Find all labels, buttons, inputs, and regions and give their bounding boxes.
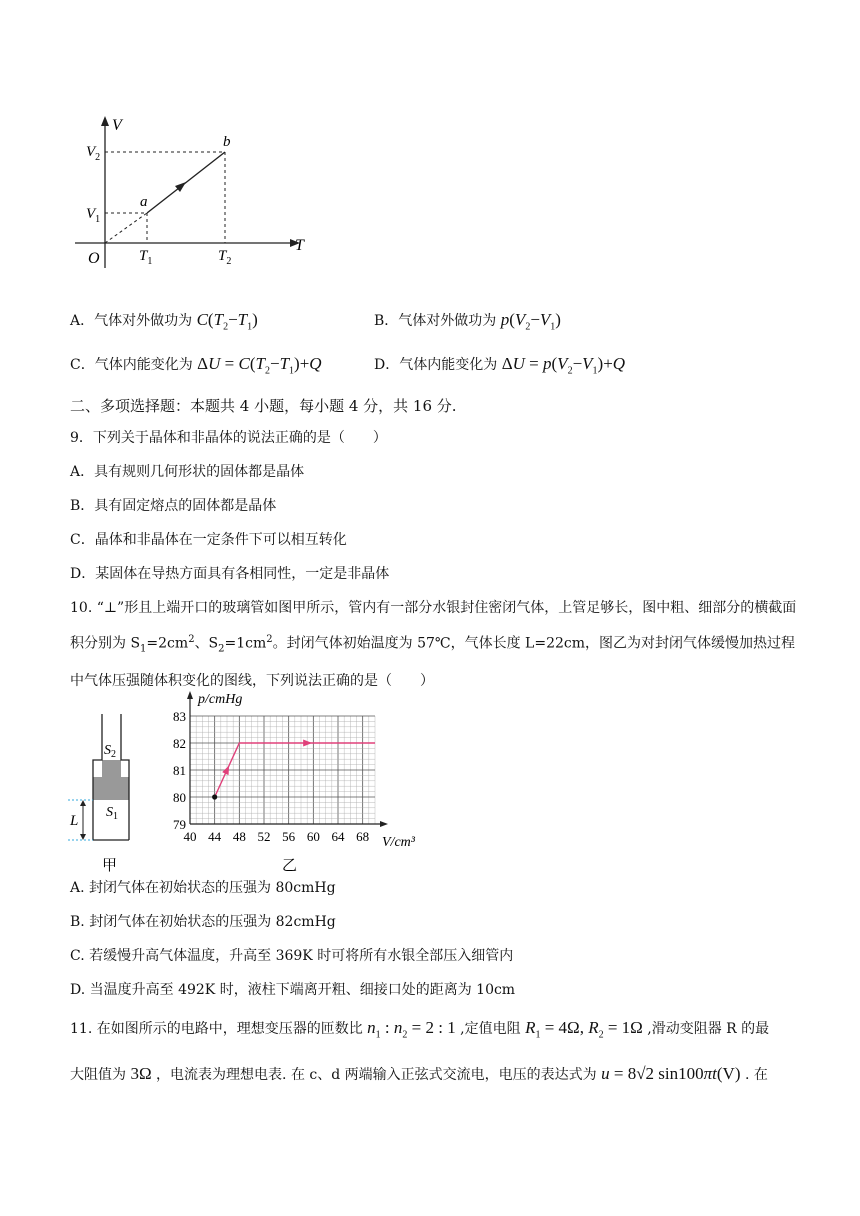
y-tick-label: 82 xyxy=(173,736,186,751)
label-s2: $S_2$ xyxy=(104,743,116,760)
x-tick-label: 60 xyxy=(306,829,320,844)
y-tick-label: 79 xyxy=(173,817,186,832)
q8-option-d: D．气体内能变化为 $\Delta U = p(V_2-V_1)+Q$ xyxy=(374,354,626,377)
chart-grid xyxy=(187,691,388,827)
pv-chart xyxy=(160,688,440,873)
caption-jia: 甲 xyxy=(102,858,118,874)
v2-label: $V_2$ xyxy=(86,144,101,163)
q10-stem: 10. “⊥”形且上端开口的玻璃管如图甲所示，管内有一部分水银封住密闭气体，上管足够长，图中粗、细部分的横截面积分别为 $S_1=2cm^2$、$S_2=1cm^2$。封闭气体初始温度为 57℃，气体长度 L=22cm，图乙为对封闭气体缓慢加热过程中气体压强随体积变化的图线，下列说法正确的是（ ） xyxy=(70,600,797,690)
dashed-extension xyxy=(105,213,147,243)
q11-voltage: u = 8√2 sin100πt(V) xyxy=(601,1064,741,1083)
q10-option-a: A. 封闭气体在初始状态的压强为 80cmHg xyxy=(70,880,336,896)
t1-label: $T_1$ xyxy=(139,248,153,267)
vt-graph xyxy=(70,108,320,278)
chart-ylabel: p/cmHg xyxy=(198,692,243,707)
point-a-label: a xyxy=(140,194,148,210)
q8-c-formula: $\Delta U = C(T_2-T_1)+Q$ xyxy=(197,354,322,377)
q11-ratio: $n_1$ : $n_2 = 2$ : 1 xyxy=(367,1018,456,1041)
q11-line2: 大阻值为 3Ω ，电流表为理想电表. 在 c、d 两端输入正弦式交流电，电压的表达式为 u = 8√2 sin100πt(V) . 在 xyxy=(70,1064,768,1083)
q9-option-b: B．具有固定熔点的固体都是晶体 xyxy=(70,498,277,514)
mercury-narrow xyxy=(102,760,121,777)
q8-a-formula: $C(T_2-T_1)$ xyxy=(196,310,258,333)
x-tick-label: 44 xyxy=(208,829,222,844)
q8-d-formula: $\Delta U = p(V_2-V_1)+Q$ xyxy=(501,354,626,377)
t2-label: $T_2$ xyxy=(218,248,232,267)
label-s1: $S_1$ xyxy=(106,805,118,822)
v-axis-label: V xyxy=(112,117,122,134)
section-2-heading: 二、多项选择题：本题共 4 小题，每小题 4 分，共 16 分. xyxy=(70,397,457,415)
y-tick-label: 83 xyxy=(173,709,186,724)
chart-caption: 乙 xyxy=(282,858,298,873)
x-tick-label: 64 xyxy=(331,829,345,844)
v1-label: $V_1$ xyxy=(86,206,101,225)
point-b-label: b xyxy=(223,134,231,150)
x-tick-label: 48 xyxy=(232,829,246,844)
start-point xyxy=(212,794,217,799)
q10-option-b: B. 封闭气体在初始状态的压强为 82cmHg xyxy=(70,914,336,930)
label-l: L xyxy=(70,813,79,829)
q8-b-formula: $p(V_2-V_1)$ xyxy=(500,310,561,333)
x-tick-label: 40 xyxy=(183,829,197,844)
x-axis-arrow xyxy=(380,821,388,827)
q11-line1: 11. 在如图所示的电路中，理想变压器的匝数比 $n_1$ : $n_2 = 2$ : 1 ,定值电阻 $R_1 = 4\Omega$, $R_2 = 1\Omega$ ,滑动变阻器 R 的最 xyxy=(70,1018,770,1041)
q9-option-c: C．晶体和非晶体在一定条件下可以相互转化 xyxy=(70,532,347,548)
t-axis-label: T xyxy=(295,237,304,254)
x-tick-label: 68 xyxy=(356,829,370,844)
q8-option-b: B．气体对外做功为 $p(V_2-V_1)$ xyxy=(374,310,561,333)
q10-option-d: D. 当温度升高至 492K 时，液柱下端离开粗、细接口处的距离为 10cm xyxy=(70,982,516,998)
q8-option-a: A．气体对外做功为 $C(T_2-T_1)$ xyxy=(70,310,258,333)
q11-resistors: $R_1 = 4\Omega$, $R_2 = 1\Omega$ xyxy=(525,1018,643,1041)
x-tick-label: 52 xyxy=(257,829,271,844)
origin-label: O xyxy=(88,250,100,267)
q10-option-c: C. 若缓慢升高气体温度，升高至 369K 时可将所有水银全部压入细管内 xyxy=(70,948,514,964)
tube-figure xyxy=(60,712,150,877)
process-line xyxy=(147,152,225,213)
q8-option-c: C．气体内能变化为 $\Delta U = C(T_2-T_1)+Q$ xyxy=(70,354,322,377)
y-tick-label: 80 xyxy=(173,790,186,805)
q11-rmax: 3Ω xyxy=(130,1064,152,1083)
mercury-wide xyxy=(93,777,129,800)
series-arrow xyxy=(222,764,232,775)
y-axis-arrow xyxy=(187,691,193,699)
q9-stem: 9．下列关于晶体和非晶体的说法正确的是（ ） xyxy=(70,430,387,446)
q9-option-d: D．某固体在导热方面具有各相同性，一定是非晶体 xyxy=(70,566,390,582)
v-axis-arrow xyxy=(101,116,109,126)
chart-xlabel: V/cm³ xyxy=(382,835,415,850)
series-arrow xyxy=(303,740,312,747)
y-tick-label: 81 xyxy=(173,763,186,778)
q9-option-a: A．具有规则几何形状的固体都是晶体 xyxy=(70,464,305,480)
x-tick-label: 56 xyxy=(282,829,296,844)
